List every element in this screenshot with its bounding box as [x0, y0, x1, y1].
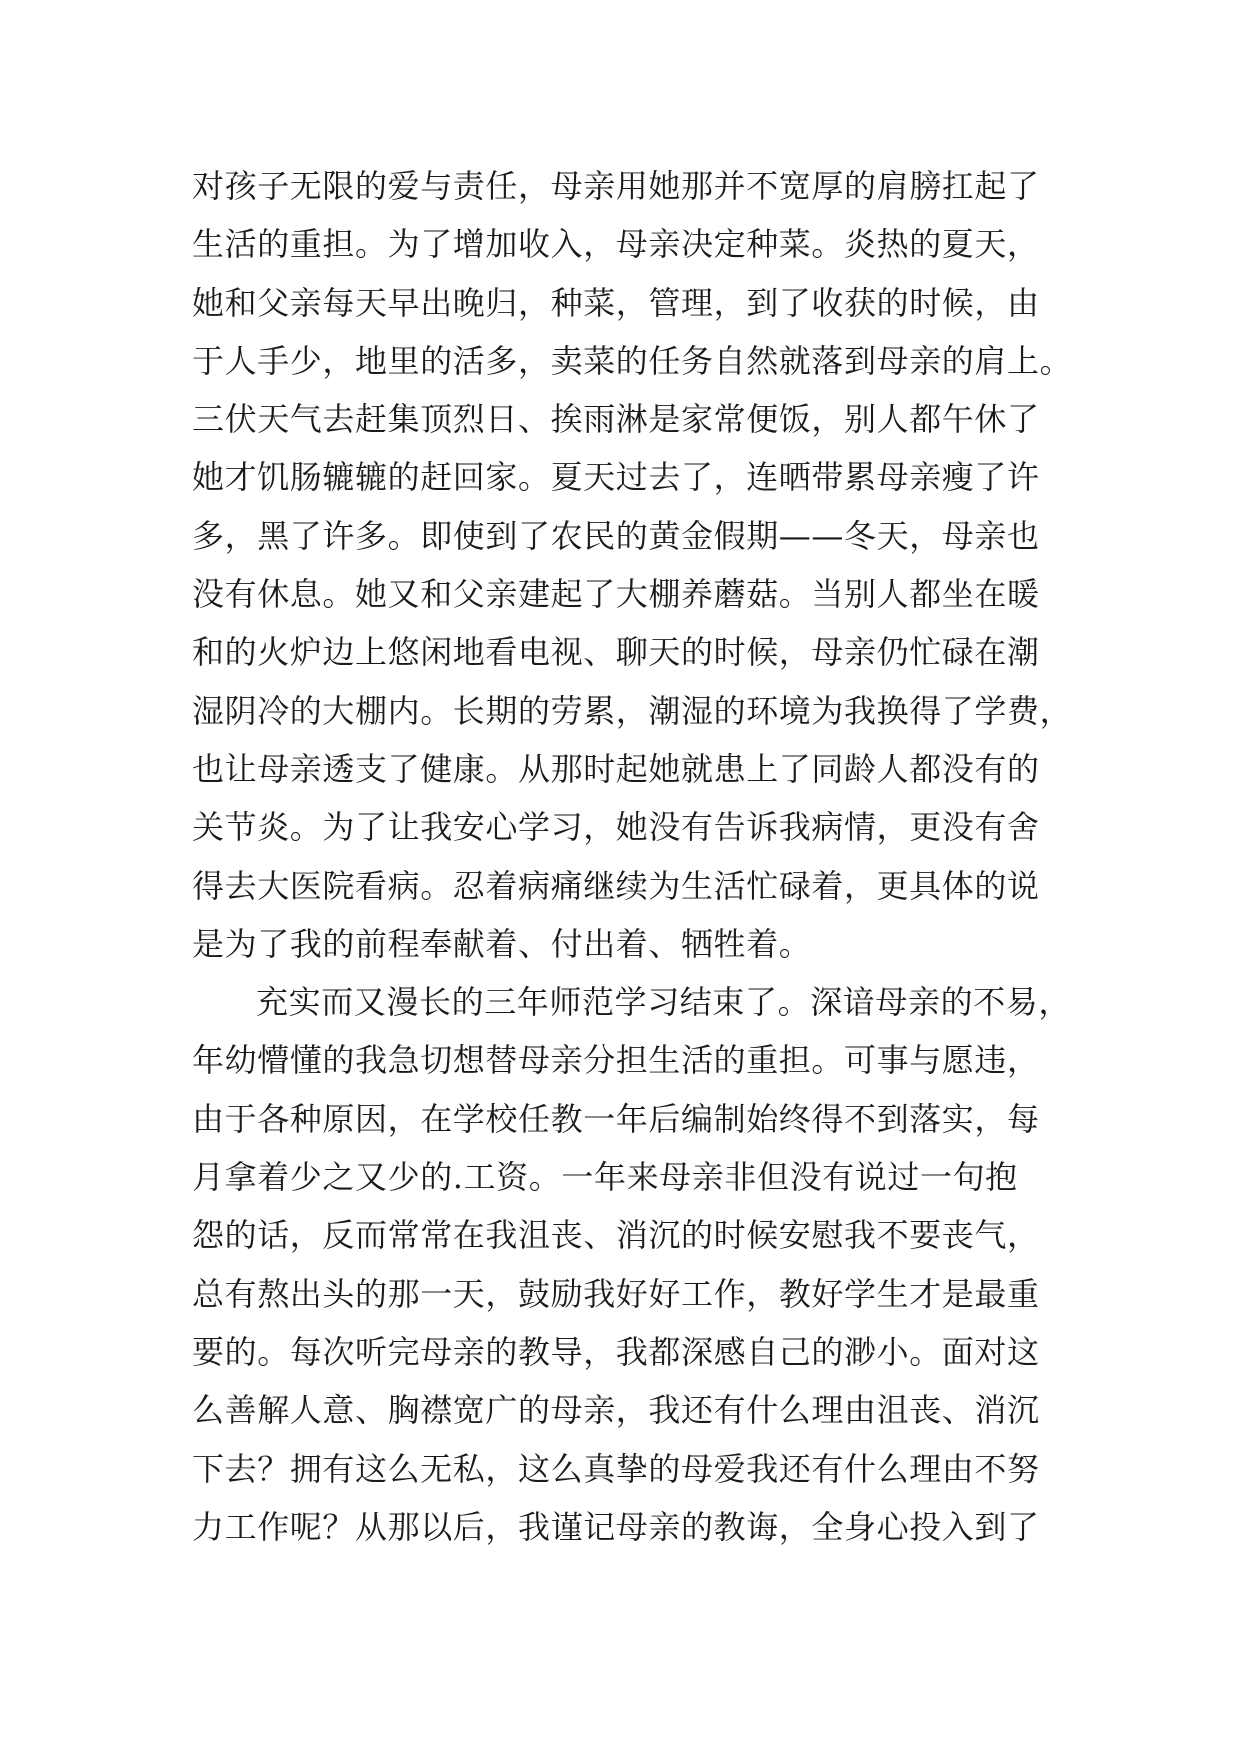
text-line: 力工作呢？从那以后，我谨记母亲的教诲，全身心投入到了 — [192, 1507, 1040, 1546]
text-line: 么善解人意、胸襟宽广的母亲，我还有什么理由沮丧、消沉 — [192, 1391, 1040, 1430]
text-line: 她才饥肠辘辘的赶回家。夏天过去了，连晒带累母亲瘦了许 — [192, 458, 1040, 497]
text-line: 下去？拥有这么无私，这么真挚的母爱我还有什么理由不努 — [192, 1449, 1040, 1488]
paragraph-1 — [192, 157, 1072, 973]
text-line: 年幼懵懂的我急切想替母亲分担生活的重担。可事与愿违， — [192, 1041, 1040, 1080]
paragraph-2 — [192, 973, 1072, 1556]
text-line: 怨的话，反而常常在我沮丧、消沉的时候安慰我不要丧气， — [192, 1216, 1040, 1255]
text-line: 多，黑了许多。即使到了农民的黄金假期——冬天，母亲也 — [192, 516, 1040, 555]
text-line: 由于各种原因，在学校任教一年后编制始终得不到落实，每 — [192, 1099, 1040, 1138]
text-line: 生活的重担。为了增加收入，母亲决定种菜。炎热的夏天， — [192, 225, 1040, 264]
text-line: 是为了我的前程奉献着、付出着、牺牲着。 — [192, 924, 812, 963]
text-line: 没有休息。她又和父亲建起了大棚养蘑菇。当别人都坐在暖 — [192, 575, 1040, 614]
text-line: 对孩子无限的爱与责任，母亲用她那并不宽厚的肩膀扛起了 — [192, 167, 1040, 205]
text-line: 总有熬出头的那一天，鼓励我好好工作，教好学生才是最重 — [192, 1274, 1040, 1313]
text-line: 三伏天气去赶集顶烈日、挨雨淋是家常便饭，别人都午休了 — [192, 400, 1040, 439]
text-line: 她和父亲每天早出晚归，种菜，管理，到了收获的时候，由 — [192, 283, 1040, 322]
document-body — [192, 157, 1072, 1556]
text-line: 要的。每次听完母亲的教导，我都深感自己的渺小。面对这 — [192, 1332, 1040, 1371]
text-line: 于人手少，地里的活多，卖菜的任务自然就落到母亲的肩上。 — [192, 341, 1073, 380]
text-line-indented: 充实而又漫长的三年师范学习结束了。深谙母亲的不易， — [256, 983, 1072, 1022]
text-line: 得去大医院看病。忍着病痛继续为生活忙碌着，更具体的说 — [192, 866, 1040, 905]
text-line: 月拿着少之又少的.工资。一年来母亲非但没有说过一句抱 — [192, 1158, 1018, 1197]
text-line: 和的火炉边上悠闲地看电视、聊天的时候，母亲仍忙碌在潮 — [192, 633, 1040, 672]
text-line: 关节炎。为了让我安心学习，她没有告诉我病情，更没有舍 — [192, 808, 1040, 847]
text-line: 也让母亲透支了健康。从那时起她就患上了同龄人都没有的 — [192, 749, 1040, 788]
text-line: 湿阴冷的大棚内。长期的劳累，潮湿的环境为我换得了学费， — [192, 691, 1073, 730]
